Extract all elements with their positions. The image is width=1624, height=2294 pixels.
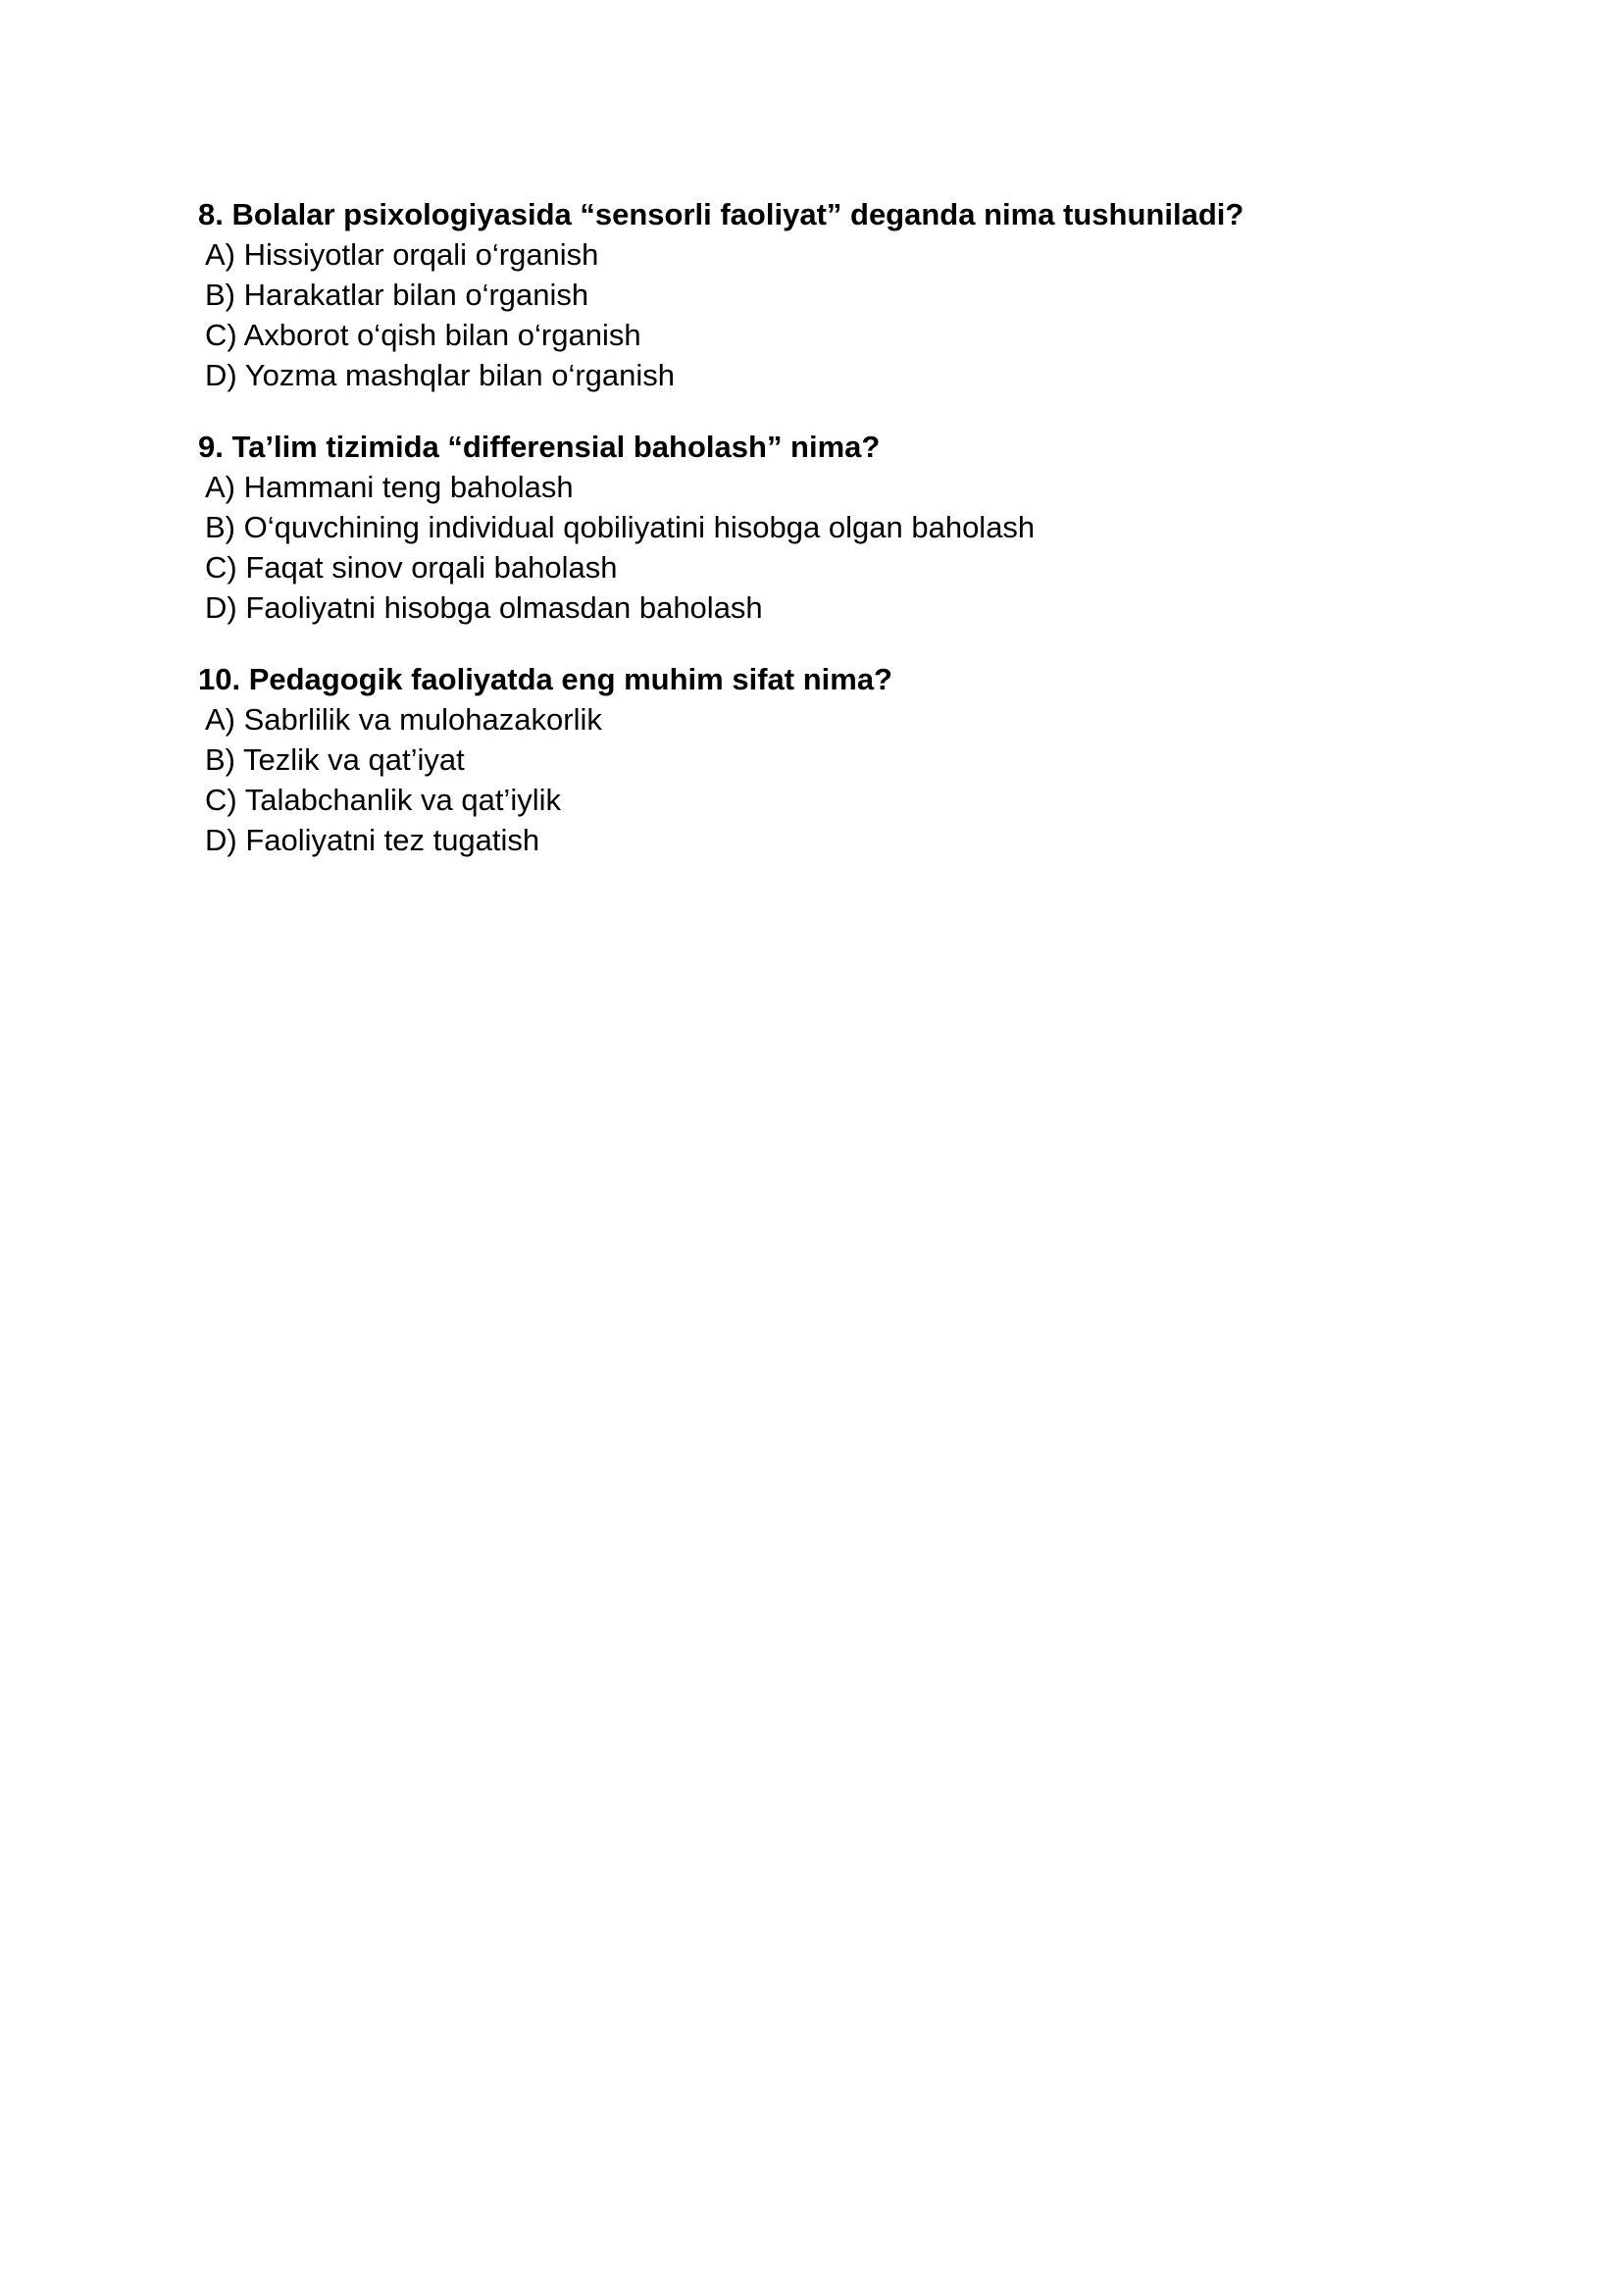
option-a: A) Hissiyotlar orqali o‘rganish (205, 237, 599, 272)
option-a: A) Hammani teng baholash (205, 470, 574, 504)
option-b: B) O‘quvchining individual qobiliyatini hisobga olgan baholash (205, 510, 1036, 544)
question-9 (198, 427, 1473, 628)
question-10 (198, 659, 1473, 860)
option-b: B) Tezlik va qat’iyat (205, 742, 465, 777)
option-c: C) Faqat sinov orqali baholash (205, 550, 618, 585)
option-d: D) Faoliyatni hisobga olmasdan baholash (205, 590, 763, 625)
answer-options (198, 467, 1473, 628)
option-c: C) Axborot o‘qish bilan o‘rganish (205, 318, 641, 352)
question-title: 10. Pedagogik faoliyatda eng muhim sifat nima? (198, 662, 892, 696)
question-8 (198, 194, 1473, 395)
option-d: D) Yozma mashqlar bilan o‘rganish (205, 358, 676, 392)
question-title: 9. Ta’lim tizimida “differensial baholash” nima? (198, 430, 881, 464)
answer-options (198, 234, 1473, 395)
option-a: A) Sabrlilik va mulohazakorlik (205, 702, 602, 737)
option-c: C) Talabchanlik va qat’iylik (205, 783, 561, 817)
option-d: D) Faoliyatni tez tugatish (205, 823, 540, 857)
question-title: 8. Bolalar psixologiyasida “sensorli faoliyat” deganda nima tushuniladi? (198, 197, 1244, 231)
option-b: B) Harakatlar bilan o‘rganish (205, 278, 589, 312)
answer-options (198, 699, 1473, 860)
